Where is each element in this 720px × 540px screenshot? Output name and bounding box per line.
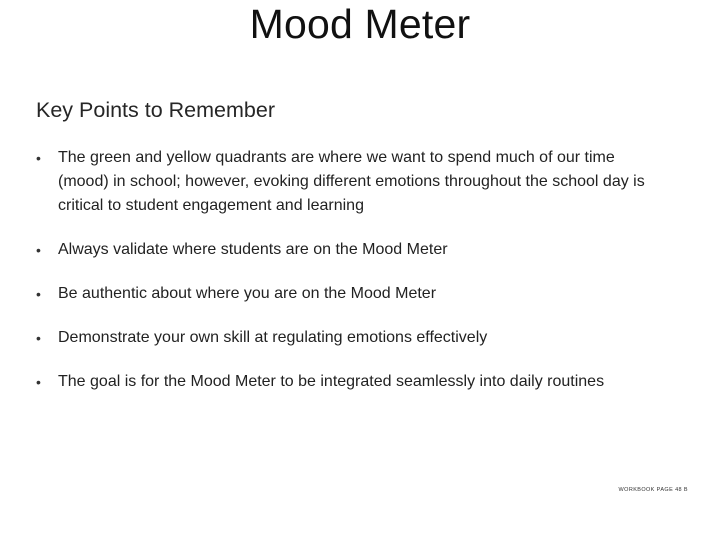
bullet-text: The green and yellow quadrants are where we want to spend much of our time (mood) in school; however, evoking different emotions throughout the school day is critical to student engagement and learning: [58, 149, 645, 214]
bullet-dot-icon: •: [36, 330, 41, 346]
bullet-dot-icon: •: [36, 150, 41, 166]
bullet-text: The goal is for the Mood Meter to be integrated seamlessly into daily routines: [58, 373, 605, 390]
bullet-text: Be authentic about where you are on the Mood Meter: [58, 285, 437, 302]
bullet-text: Demonstrate your own skill at regulating emotions effectively: [58, 329, 488, 346]
bullet-item: [36, 282, 646, 306]
bullet-dot-icon: •: [36, 242, 41, 258]
bullet-item: [36, 238, 646, 262]
bullet-text: Always validate where students are on the Mood Meter: [58, 241, 448, 258]
bullet-list: [36, 146, 646, 414]
bullet-item: [36, 326, 646, 350]
slide-title: Mood Meter: [249, 1, 471, 47]
bullet-dot-icon: •: [36, 374, 41, 390]
bullet-dot-icon: •: [36, 286, 41, 302]
workbook-page-footer: WORKBOOK PAGE 48 B: [618, 487, 688, 493]
bullet-item: [36, 146, 646, 218]
slide-subtitle: Key Points to Remember: [36, 98, 275, 122]
bullet-item: [36, 370, 646, 394]
